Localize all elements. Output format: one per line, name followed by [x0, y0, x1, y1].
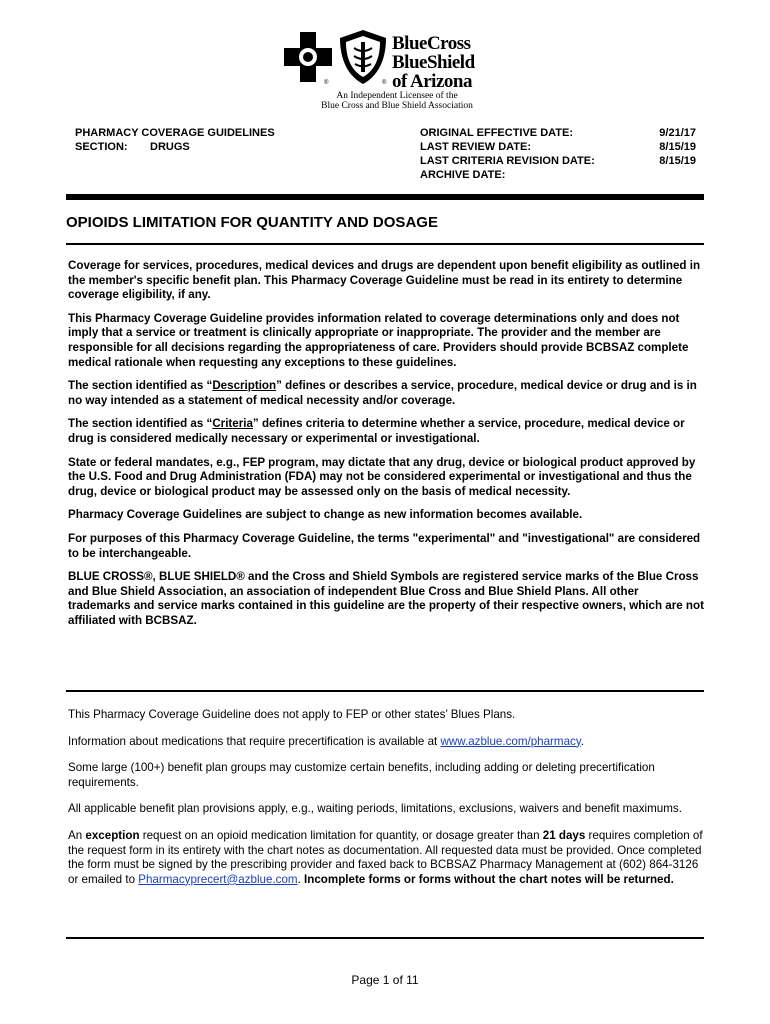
- note-paragraph: All applicable benefit plan provisions apply, e.g., waiting periods, limitations, exclusions, waivers and benefit maximums.: [68, 802, 682, 816]
- cross-icon: [284, 32, 332, 82]
- guidelines-label: PHARMACY COVERAGE GUIDELINES: [75, 127, 275, 139]
- registered-mark: ®: [382, 80, 387, 86]
- notes-section: [68, 708, 704, 887]
- trademark-paragraph: BLUE CROSS®, BLUE SHIELD® and the Cross and Shield Symbols are registered service marks of the Blue Cross and Blue Shield Association, an association of independent Blue Cross and Blue Shield Plans. All other trademarks and service marks contained in this guideline are the property of their respective owners, which are not affiliated with BCBSAZ.: [68, 570, 704, 627]
- section-value: DRUGS: [150, 141, 190, 153]
- intro-divider: [66, 690, 704, 692]
- note-paragraph: Some large (100+) benefit plan groups may customize certain benefits, including adding or deleting precertification requirements.: [68, 761, 655, 789]
- title-divider: [66, 243, 704, 245]
- original-effective-value: 9/21/17: [659, 127, 696, 139]
- intro-paragraph: This Pharmacy Coverage Guideline provides information related to coverage determinations only and does not imply that a service or treatment is clinically appropriate or inappropriate. The provider and the member are responsible for all decisions regarding the appropriateness of care. Providers should provide BCBSAZ complete medical rationale when requesting any exceptions to these guidelines.: [68, 311, 689, 369]
- document-meta-values: [640, 126, 696, 168]
- document-meta-left: [75, 126, 275, 154]
- intro-section: [68, 259, 704, 628]
- document-meta-labels: [420, 126, 595, 182]
- last-review-label: LAST REVIEW DATE:: [420, 141, 532, 153]
- note-paragraph: Information about medications that require precertification is available at www.azblue.com/pharmacy.: [68, 734, 584, 748]
- notes-divider: [66, 937, 704, 939]
- archive-label: ARCHIVE DATE:: [420, 169, 506, 181]
- last-criteria-value: 8/15/19: [659, 155, 696, 167]
- logo-wordmark: [392, 34, 475, 91]
- section-label: SECTION:: [75, 141, 128, 153]
- header-divider: [66, 194, 704, 200]
- last-review-value: 8/15/19: [659, 141, 696, 153]
- email-link[interactable]: Pharmacyprecert@azblue.com: [138, 872, 298, 886]
- page-number: Page 1 of 11: [351, 973, 419, 987]
- registered-mark: ®: [324, 80, 329, 86]
- section-row: [75, 140, 275, 154]
- criteria-paragraph: The section identified as “Criteria” defines criteria to determine whether a service, procedure, medical device or drug is considered medically necessary or experimental or investigational.: [68, 417, 685, 445]
- last-criteria-label: LAST CRITERIA REVISION DATE:: [420, 155, 595, 167]
- logo-line-2: BlueShield: [392, 52, 475, 73]
- note-paragraph: This Pharmacy Coverage Guideline does not apply to FEP or other states’ Blues Plans.: [68, 708, 516, 721]
- criteria-term: Criteria: [212, 417, 253, 431]
- logo-line-3: of Arizona: [392, 71, 472, 92]
- logo-line-1: BlueCross: [392, 33, 471, 54]
- logo-licensee-text: [302, 91, 492, 111]
- intro-paragraph: Coverage for services, procedures, medical devices and drugs are dependent upon benefit eligibility as outlined in the member's specific benefit plan. This Pharmacy Coverage Guideline must be read in its entirety to determine coverage eligibility, if any.: [68, 259, 701, 302]
- intro-paragraph: Pharmacy Coverage Guidelines are subject to change as new information becomes available.: [68, 508, 583, 522]
- pharmacy-link[interactable]: www.azblue.com/pharmacy: [440, 734, 581, 748]
- bcbs-logo: [284, 30, 494, 110]
- logo-sub-2: Blue Cross and Blue Shield Association: [321, 101, 473, 111]
- original-effective-label: ORIGINAL EFFECTIVE DATE:: [420, 127, 573, 139]
- shield-icon: [340, 30, 386, 84]
- logo-sub-1: An Independent Licensee of the: [336, 91, 458, 101]
- description-term: Description: [212, 379, 277, 393]
- intro-paragraph: For purposes of this Pharmacy Coverage Guideline, the terms "experimental" and "investigational" are considered to be interchangeable.: [68, 531, 701, 560]
- intro-paragraph: State or federal mandates, e.g., FEP program, may dictate that any drug, device or biological product approved by the U.S. Food and Drug Administration (FDA) may not be considered experimental or investigational and thus the drug, device or biological product may be assessed only on the basis of medical necessity.: [68, 455, 696, 498]
- exception-paragraph: An exception request on an opioid medication limitation for quantity, or dosage greater than 21 days requires completion of the request form in its entirety with the chart notes as documentation. All requested data must be provided. Once completed the form must be signed by the prescribing provider and faxed back to BCBSAZ Pharmacy Management at (602) 864-3126 or emailed to Pharmacyprecert@azblue.com. Incomplete forms or forms without the chart notes will be returned.: [68, 828, 703, 886]
- description-paragraph: The section identified as “Description” defines or describes a service, procedure, medical device or drug and is in no way intended as a statement of medical necessity and/or coverage.: [68, 379, 697, 407]
- page-title: OPIOIDS LIMITATION FOR QUANTITY AND DOSAGE: [66, 214, 438, 231]
